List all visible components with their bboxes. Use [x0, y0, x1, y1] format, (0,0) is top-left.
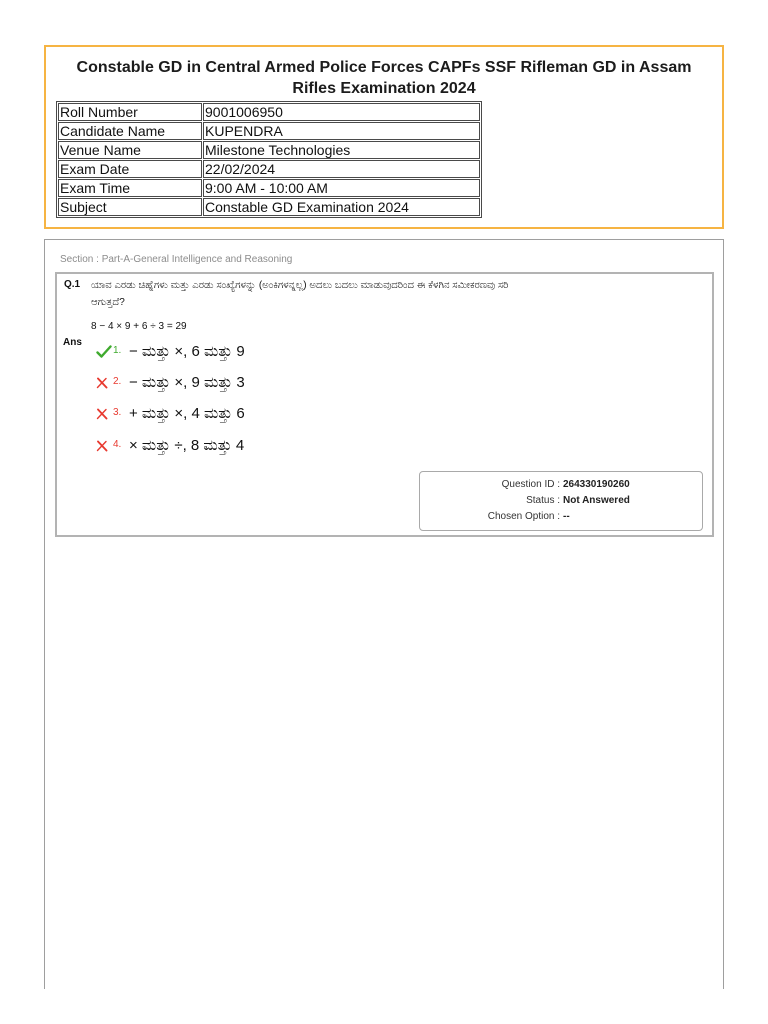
cross-icon — [96, 403, 112, 425]
check-icon — [96, 341, 112, 363]
question-number: Q.1 — [64, 279, 81, 290]
details-row-venue-name — [58, 141, 480, 159]
option-1 — [96, 341, 245, 363]
details-row-exam-time — [58, 179, 480, 197]
details-row-roll-number — [58, 103, 480, 121]
candidate-name-value: KUPENDRA — [203, 122, 480, 140]
option-4 — [96, 435, 244, 457]
answer-label: Ans — [63, 337, 82, 348]
candidate-name-label: Candidate Name — [58, 122, 202, 140]
chosen-option-label: Chosen Option : — [487, 511, 560, 522]
status-value: Not Answered — [563, 495, 630, 506]
cross-icon — [96, 372, 112, 394]
option-number: 4. — [113, 438, 122, 450]
question-box — [55, 272, 714, 537]
exam-date-label: Exam Date — [58, 160, 202, 178]
question-info-grid — [420, 477, 702, 525]
status-label: Status : — [526, 495, 560, 506]
question-equation: 8 − 4 × 9 + 6 ÷ 3 = 29 — [91, 321, 187, 332]
details-row-subject — [58, 198, 480, 216]
roll-number-label: Roll Number — [58, 103, 202, 121]
option-text: − ಮತ್ತು ×, 9 ಮತ್ತು 3 — [129, 374, 245, 391]
question-info-box — [419, 471, 703, 531]
exam-date-value: 22/02/2024 — [203, 160, 480, 178]
details-row-candidate-name — [58, 122, 480, 140]
details-row-exam-date — [58, 160, 480, 178]
option-text: × ಮತ್ತು ÷, 8 ಮತ್ತು 4 — [129, 437, 245, 454]
venue-name-value: Milestone Technologies — [203, 141, 480, 159]
candidate-details-table — [56, 101, 482, 218]
option-text: − ಮತ್ತು ×, 6 ಮತ್ತು 9 — [129, 343, 245, 360]
option-text: + ಮತ್ತು ×, 4 ಮತ್ತು 6 — [129, 405, 245, 422]
subject-value: Constable GD Examination 2024 — [203, 198, 480, 216]
chosen-option-value: -- — [563, 511, 570, 522]
option-number: 1. — [113, 344, 122, 356]
option-number: 3. — [113, 406, 122, 418]
question-id-label: Question ID : — [501, 479, 560, 490]
cross-icon — [96, 435, 112, 457]
question-id-value: 264330190260 — [563, 479, 630, 490]
section-label: Section : Part-A-General Intelligence and Reasoning — [60, 254, 293, 265]
exam-title: Constable GD in Central Armed Police Forces CAPFs SSF Rifleman GD in Assam Rifles Examination 2024 — [76, 59, 692, 97]
option-3 — [96, 403, 245, 425]
section-panel — [44, 239, 724, 989]
exam-time-value: 9:00 AM - 10:00 AM — [203, 179, 480, 197]
exam-time-label: Exam Time — [58, 179, 202, 197]
question-text: ಯಾವ ಎರಡು ಚಿಹ್ನೆಗಳು ಮತ್ತು ಎರಡು ಸಂಖ್ಯೆಗಳನ್ನು (ಅಂಕಿಗಳನ್ನಲ್ಲ) ಅದಲು ಬದಲು ಮಾಡುವುದರಿಂದ ಈ ಕೆಳಗಿನ ಸಮೀಕರಣವು ಸರಿ ಆಗುತ್ತದೆ? — [91, 280, 509, 308]
roll-number-value: 9001006950 — [203, 103, 480, 121]
option-number: 2. — [113, 375, 122, 387]
subject-label: Subject — [58, 198, 202, 216]
venue-name-label: Venue Name — [58, 141, 202, 159]
option-2 — [96, 372, 245, 394]
exam-header-box — [44, 45, 724, 229]
